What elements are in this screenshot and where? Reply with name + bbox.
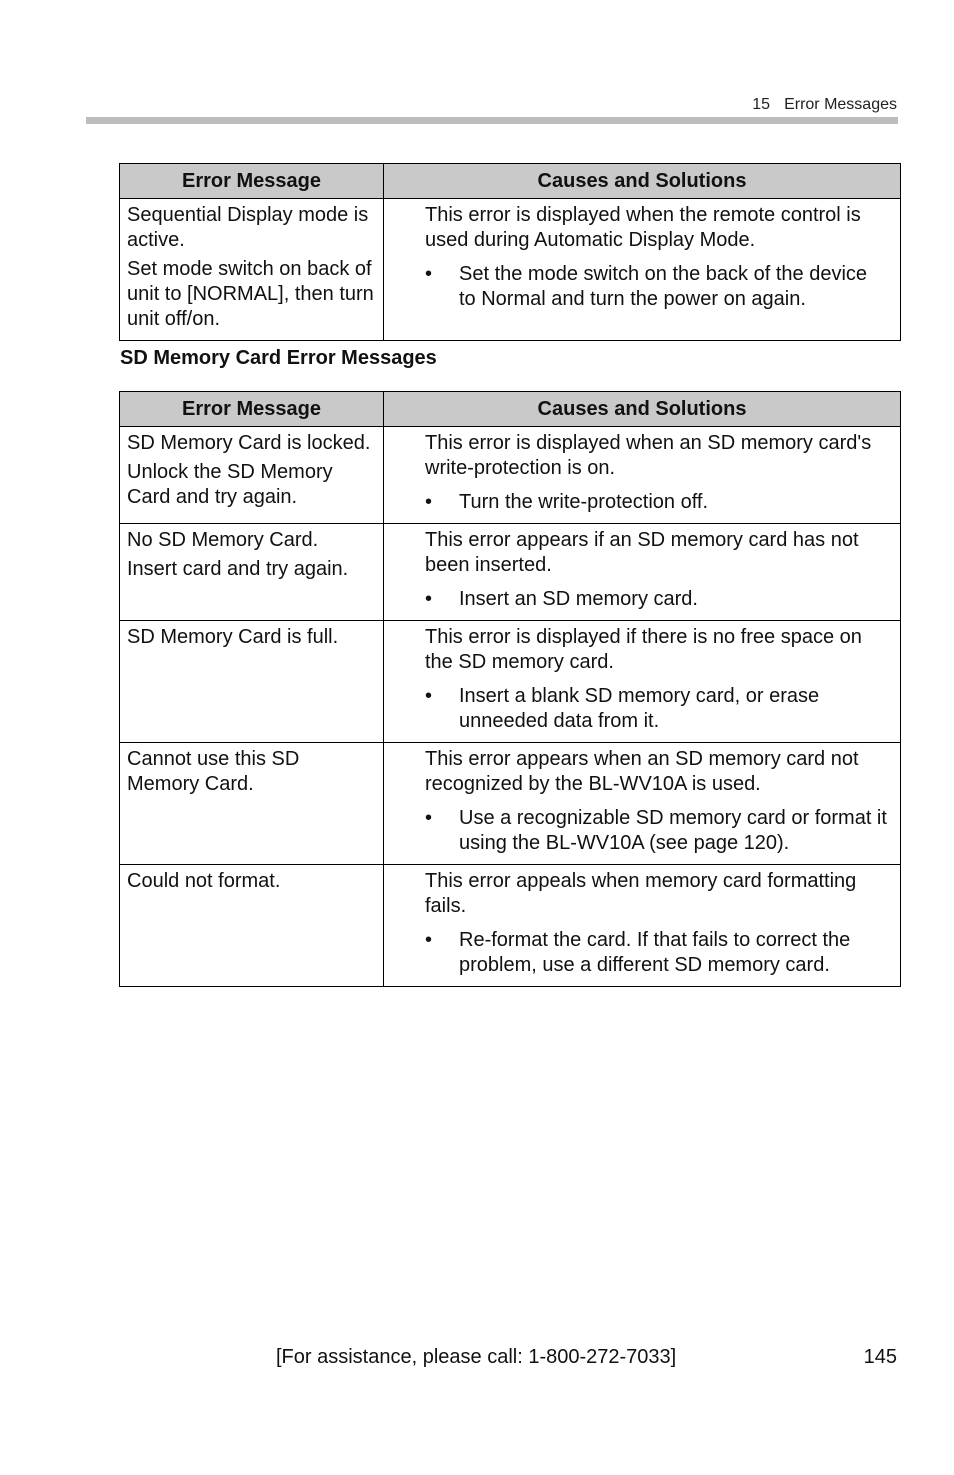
table-row bbox=[120, 199, 901, 341]
cause-cell bbox=[384, 621, 901, 743]
page-number: 145 bbox=[863, 1346, 897, 1368]
cause-cell bbox=[384, 865, 901, 987]
error-table-display bbox=[119, 163, 901, 341]
cause-cell bbox=[384, 743, 901, 865]
column-header-error-message: Error Message bbox=[120, 164, 384, 199]
solution-text: Insert a blank SD memory card, or erase unneeded data from it. bbox=[459, 685, 820, 732]
column-header-causes: Causes and Solutions bbox=[384, 164, 901, 199]
error-message: SD Memory Card is full. bbox=[127, 626, 339, 648]
bullet-icon: • bbox=[425, 685, 433, 707]
solution-text: Re-format the card. If that fails to correct the problem, use a different SD memory card. bbox=[459, 929, 851, 976]
cause-cell bbox=[384, 524, 901, 621]
table-row bbox=[120, 524, 901, 621]
solution-item bbox=[425, 684, 888, 734]
error-message-cell bbox=[120, 524, 384, 621]
solution-item bbox=[425, 490, 888, 515]
solution-item bbox=[425, 928, 888, 978]
cause-text: This error appears if an SD memory card has not been inserted. bbox=[425, 529, 859, 576]
table-header-row bbox=[120, 392, 901, 427]
error-instruction: Insert card and try again. bbox=[127, 558, 349, 580]
assistance-phone-line: [For assistance, please call: 1-800-272-7033] bbox=[276, 1346, 677, 1368]
error-table-sd-card bbox=[119, 391, 901, 987]
table-row bbox=[120, 621, 901, 743]
table-header-row bbox=[120, 164, 901, 199]
table-row bbox=[120, 427, 901, 524]
table-row bbox=[120, 743, 901, 865]
error-message-cell bbox=[120, 427, 384, 524]
bullet-icon: • bbox=[425, 491, 433, 513]
chapter-title: Error Messages bbox=[784, 96, 897, 113]
solution-item bbox=[425, 262, 888, 312]
solution-text: Use a recognizable SD memory card or format it using the BL-WV10A (see page 120). bbox=[459, 807, 887, 854]
solution-item bbox=[425, 587, 888, 612]
error-message: Cannot use this SD Memory Card. bbox=[127, 748, 300, 795]
section-title: SD Memory Card Error Messages bbox=[120, 347, 437, 369]
error-message: SD Memory Card is locked. bbox=[127, 432, 371, 454]
running-header bbox=[752, 96, 897, 114]
solution-text: Insert an SD memory card. bbox=[459, 588, 698, 610]
cause-cell bbox=[384, 427, 901, 524]
error-message-cell bbox=[120, 199, 384, 341]
column-header-causes: Causes and Solutions bbox=[384, 392, 901, 427]
solution-text: Turn the write-protection off. bbox=[459, 491, 709, 513]
solution-text: Set the mode switch on the back of the device to Normal and turn the power on again. bbox=[459, 263, 868, 310]
chapter-number: 15 bbox=[752, 96, 771, 113]
cause-text: This error is displayed when the remote control is used during Automatic Display Mode. bbox=[425, 204, 861, 251]
error-message: Sequential Display mode is active. bbox=[127, 204, 369, 251]
bullet-icon: • bbox=[425, 588, 433, 610]
column-header-error-message: Error Message bbox=[120, 392, 384, 427]
bullet-icon: • bbox=[425, 807, 433, 829]
error-instruction: Unlock the SD Memory Card and try again. bbox=[127, 461, 333, 508]
error-message: No SD Memory Card. bbox=[127, 529, 319, 551]
cause-text: This error is displayed when an SD memory card's write-protection is on. bbox=[425, 432, 872, 479]
solution-item bbox=[425, 806, 888, 856]
cause-text: This error appeals when memory card formatting fails. bbox=[425, 870, 857, 917]
error-instruction: Set mode switch on back of unit to [NORMAL], then turn unit off/on. bbox=[127, 258, 374, 330]
error-message-cell bbox=[120, 743, 384, 865]
bullet-icon: • bbox=[425, 263, 433, 285]
table-row bbox=[120, 865, 901, 987]
bullet-icon: • bbox=[425, 929, 433, 951]
error-message-cell bbox=[120, 865, 384, 987]
header-rule bbox=[86, 117, 898, 124]
cause-cell bbox=[384, 199, 901, 341]
error-message: Could not format. bbox=[127, 870, 281, 892]
error-message-cell bbox=[120, 621, 384, 743]
cause-text: This error is displayed if there is no free space on the SD memory card. bbox=[425, 626, 862, 673]
cause-text: This error appears when an SD memory card not recognized by the BL-WV10A is used. bbox=[425, 748, 859, 795]
